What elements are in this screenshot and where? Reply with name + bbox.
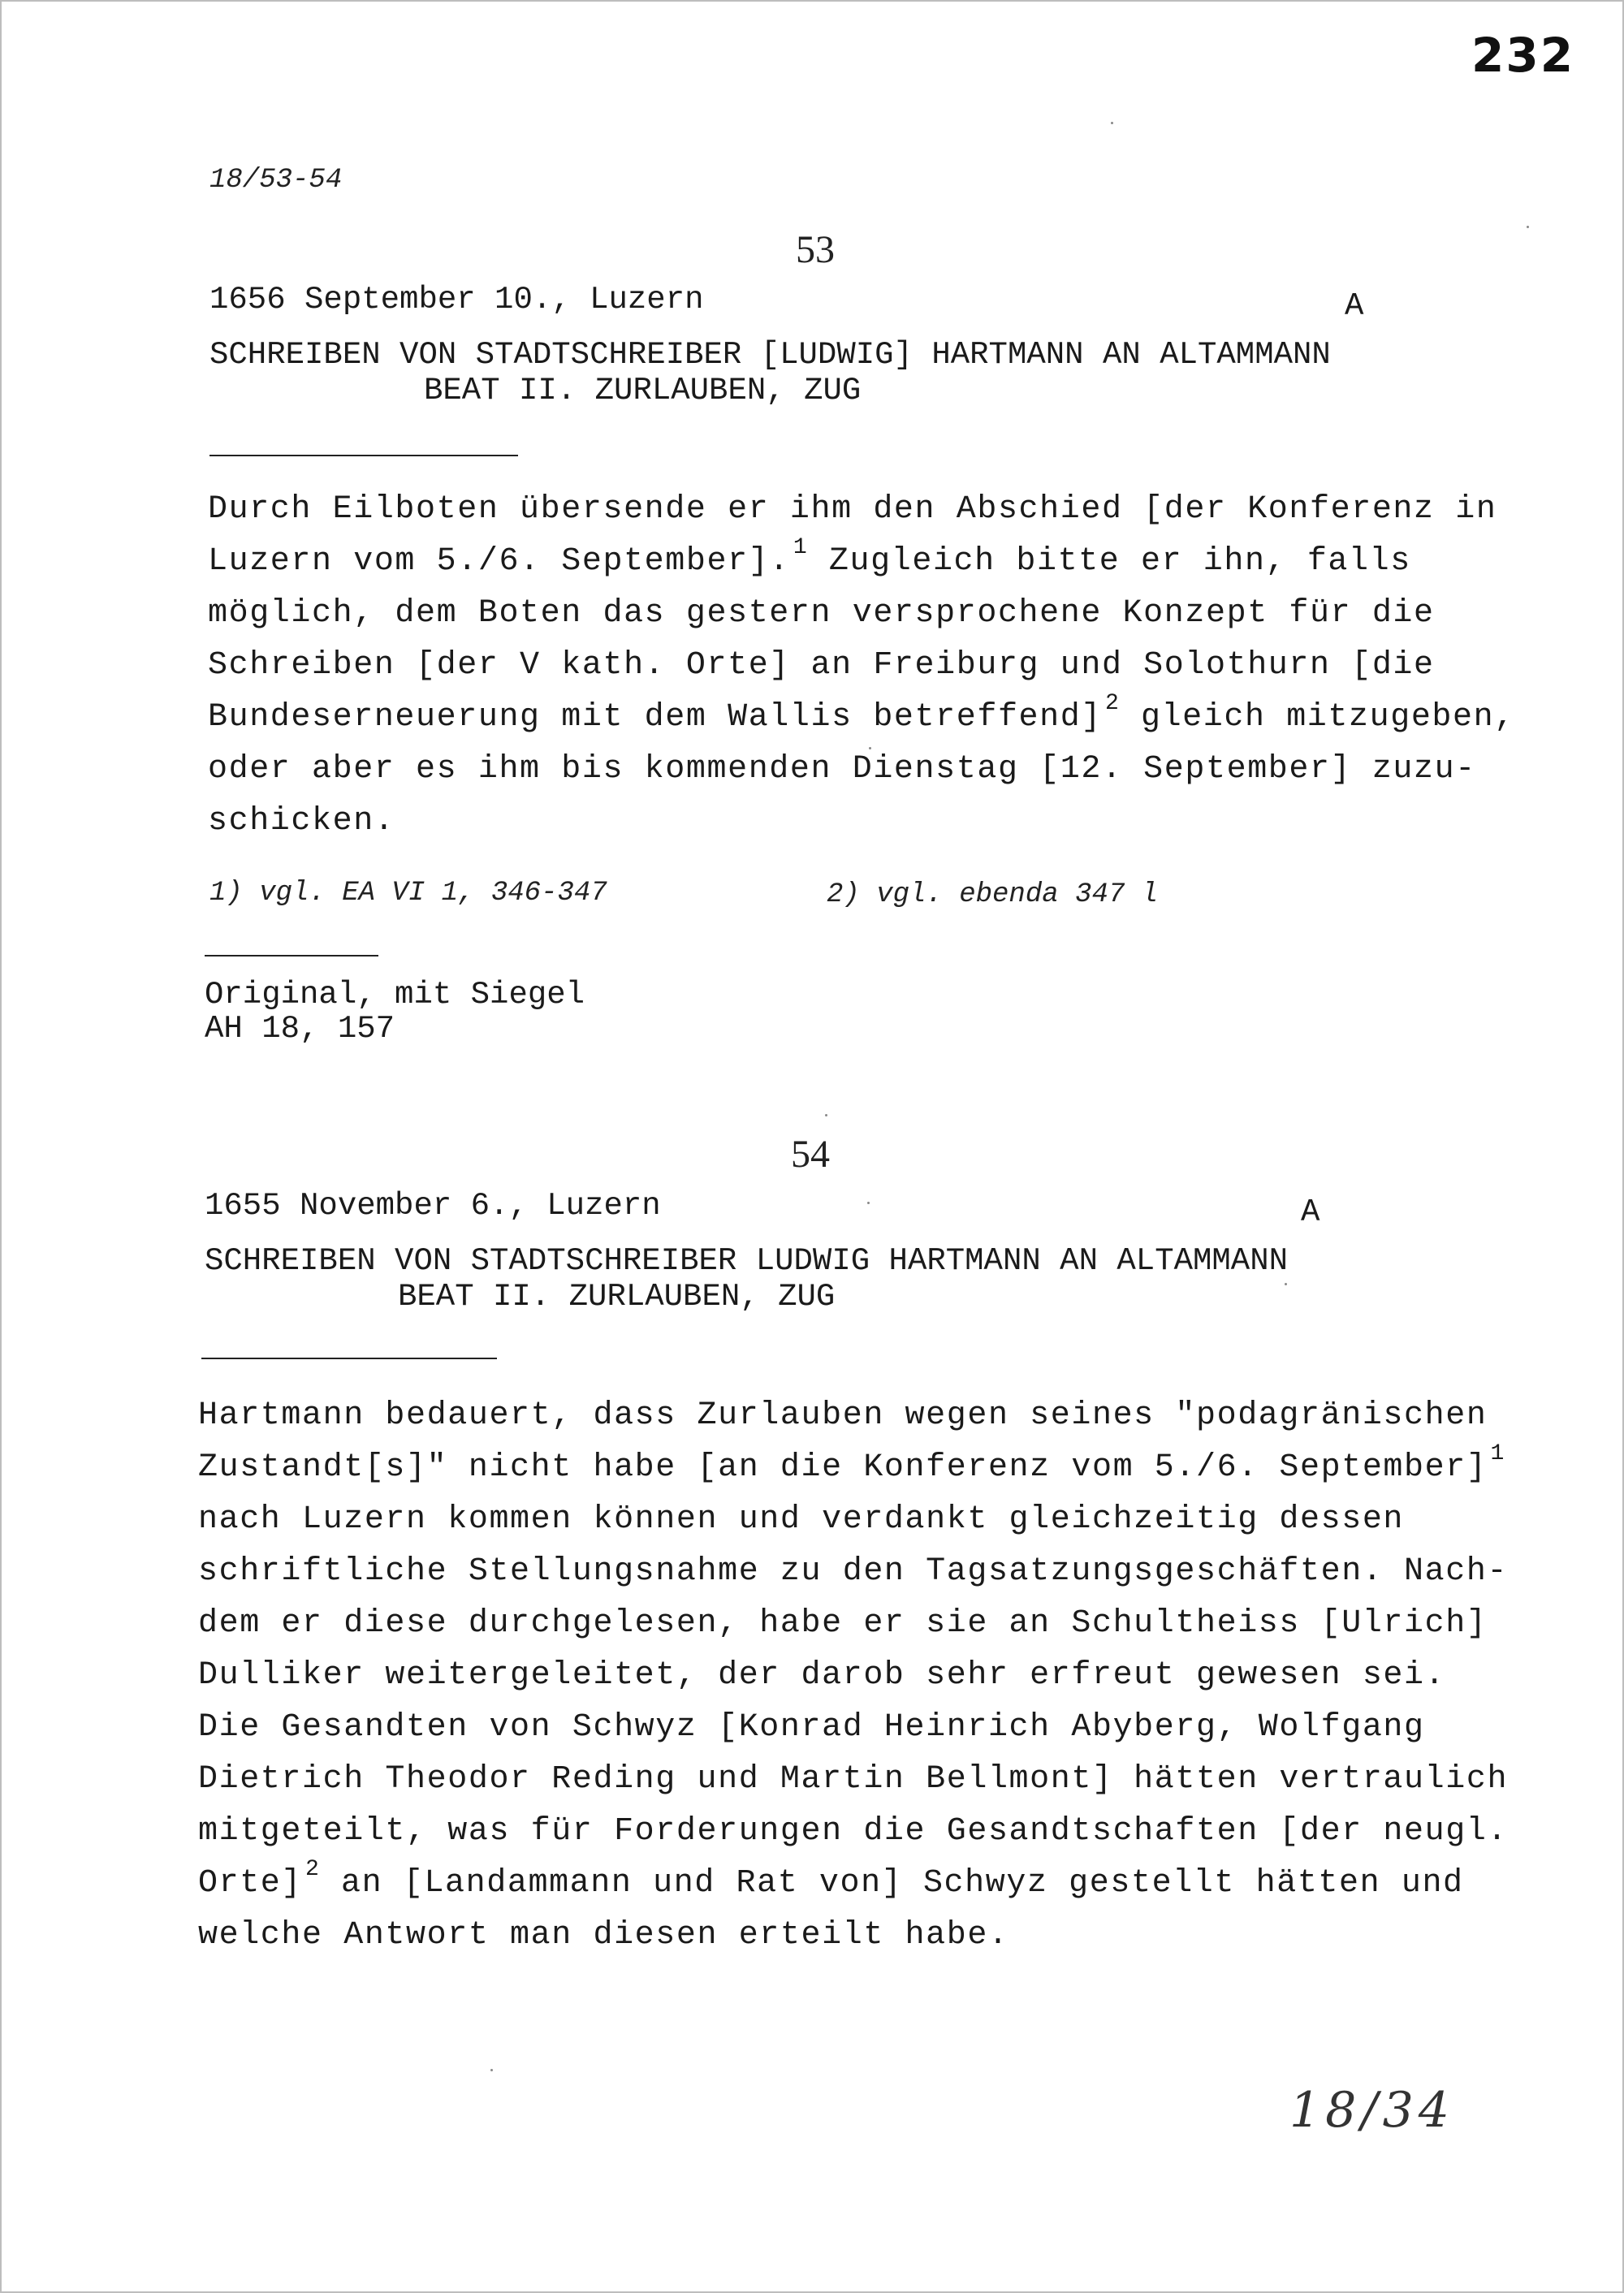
- source-rule: [205, 955, 378, 956]
- body-line: schicken.: [208, 803, 395, 840]
- scan-speck: [869, 747, 871, 749]
- scan-speck: [1111, 122, 1113, 124]
- entry-date-place: 1655 November 6., Luzern: [205, 1188, 661, 1224]
- scan-speck: [1527, 226, 1529, 228]
- body-line: Dulliker weitergeleitet, der darob sehr erfreut gewesen sei.: [198, 1657, 1446, 1694]
- body-line: oder aber es ihm bis kommenden Dienstag [12. September] zuzu-: [208, 751, 1476, 788]
- footnote-ref: 2: [305, 1857, 321, 1882]
- body-line: welche Antwort man diesen erteilt habe.: [198, 1917, 1009, 1954]
- footnote-ref: 1: [793, 535, 809, 560]
- source-signature: AH 18, 157: [205, 1011, 395, 1047]
- body-line: Schreiben [der V kath. Orte] an Freiburg und Solothurn [die: [208, 647, 1435, 684]
- footnote: 1) vgl. EA VI 1, 346-347: [209, 878, 607, 909]
- footnote-ref: 1: [1490, 1441, 1505, 1466]
- entry-body: [198, 1390, 1508, 1962]
- body-line: schriftliche Stellungsnahme zu den Tagsatzungsgeschäften. Nach-: [198, 1553, 1509, 1590]
- handwritten-footer-reference: 18/34: [1289, 2082, 1454, 2139]
- body-line: Luzern vom 5./6. September]. $^1$ Zugleich bitte er ihn, falls: [208, 535, 1411, 580]
- body-line: möglich, dem Boten das gestern versprochene Konzept für die: [208, 595, 1435, 632]
- handwritten-page-number: 232: [1471, 28, 1575, 83]
- body-line: mitgeteilt, was für Forderungen die Gesandtschaften [der neugl.: [198, 1813, 1509, 1850]
- body-line: Orte] $^2$ an [Landammann und Rat von] Schwyz gestellt hätten und: [198, 1857, 1464, 1902]
- heading-rule: [201, 1358, 497, 1359]
- entry-grade: A: [1345, 288, 1364, 324]
- entry-heading-line-2: BEAT II. ZURLAUBEN, ZUG: [424, 373, 862, 408]
- entry-number: 53: [796, 228, 835, 271]
- body-line: Zustandt[s]" nicht habe [an die Konferenz vom 5./6. September] $^1$: [198, 1441, 1505, 1486]
- body-line: Dietrich Theodor Reding und Martin Bellmont] hätten vertraulich: [198, 1761, 1509, 1798]
- entry-body: [208, 484, 1515, 848]
- scan-speck: [1285, 1283, 1287, 1285]
- scan-speck: [867, 1202, 870, 1204]
- body-line: nach Luzern kommen können und verdankt gleichzeitig dessen: [198, 1501, 1405, 1538]
- footnote-ref: 2: [1104, 691, 1121, 716]
- archive-reference: 18/53-54: [209, 165, 343, 196]
- body-line: Die Gesandten von Schwyz [Konrad Heinrich Abyberg, Wolfgang: [198, 1709, 1425, 1746]
- entry-heading-line-1: SCHREIBEN VON STADTSCHREIBER LUDWIG HARTMANN AN ALTAMMANN: [205, 1243, 1289, 1279]
- entry-heading-line-1: SCHREIBEN VON STADTSCHREIBER [LUDWIG] HARTMANN AN ALTAMMANN: [209, 337, 1331, 373]
- scan-speck: [825, 1114, 827, 1116]
- source-note: Original, mit Siegel: [205, 977, 585, 1013]
- entry-date-place: 1656 September 10., Luzern: [209, 282, 704, 317]
- scan-speck: [490, 2069, 493, 2071]
- body-line: Durch Eilboten übersende er ihm den Abschied [der Konferenz in: [208, 491, 1497, 528]
- entry-heading-line-2: BEAT II. ZURLAUBEN, ZUG: [398, 1279, 836, 1315]
- body-line: Hartmann bedauert, dass Zurlauben wegen seines "podagränischen: [198, 1397, 1488, 1434]
- entry-grade: A: [1301, 1194, 1320, 1230]
- entry-number: 54: [791, 1133, 830, 1176]
- body-line: Bundeserneuerung mit dem Wallis betreffend] $^2$ gleich mitzugeben,: [208, 691, 1515, 736]
- body-line: dem er diese durchgelesen, habe er sie an Schultheiss [Ulrich]: [198, 1605, 1488, 1642]
- heading-rule: [209, 455, 518, 456]
- footnote: 2) vgl. ebenda 347 l: [827, 879, 1159, 910]
